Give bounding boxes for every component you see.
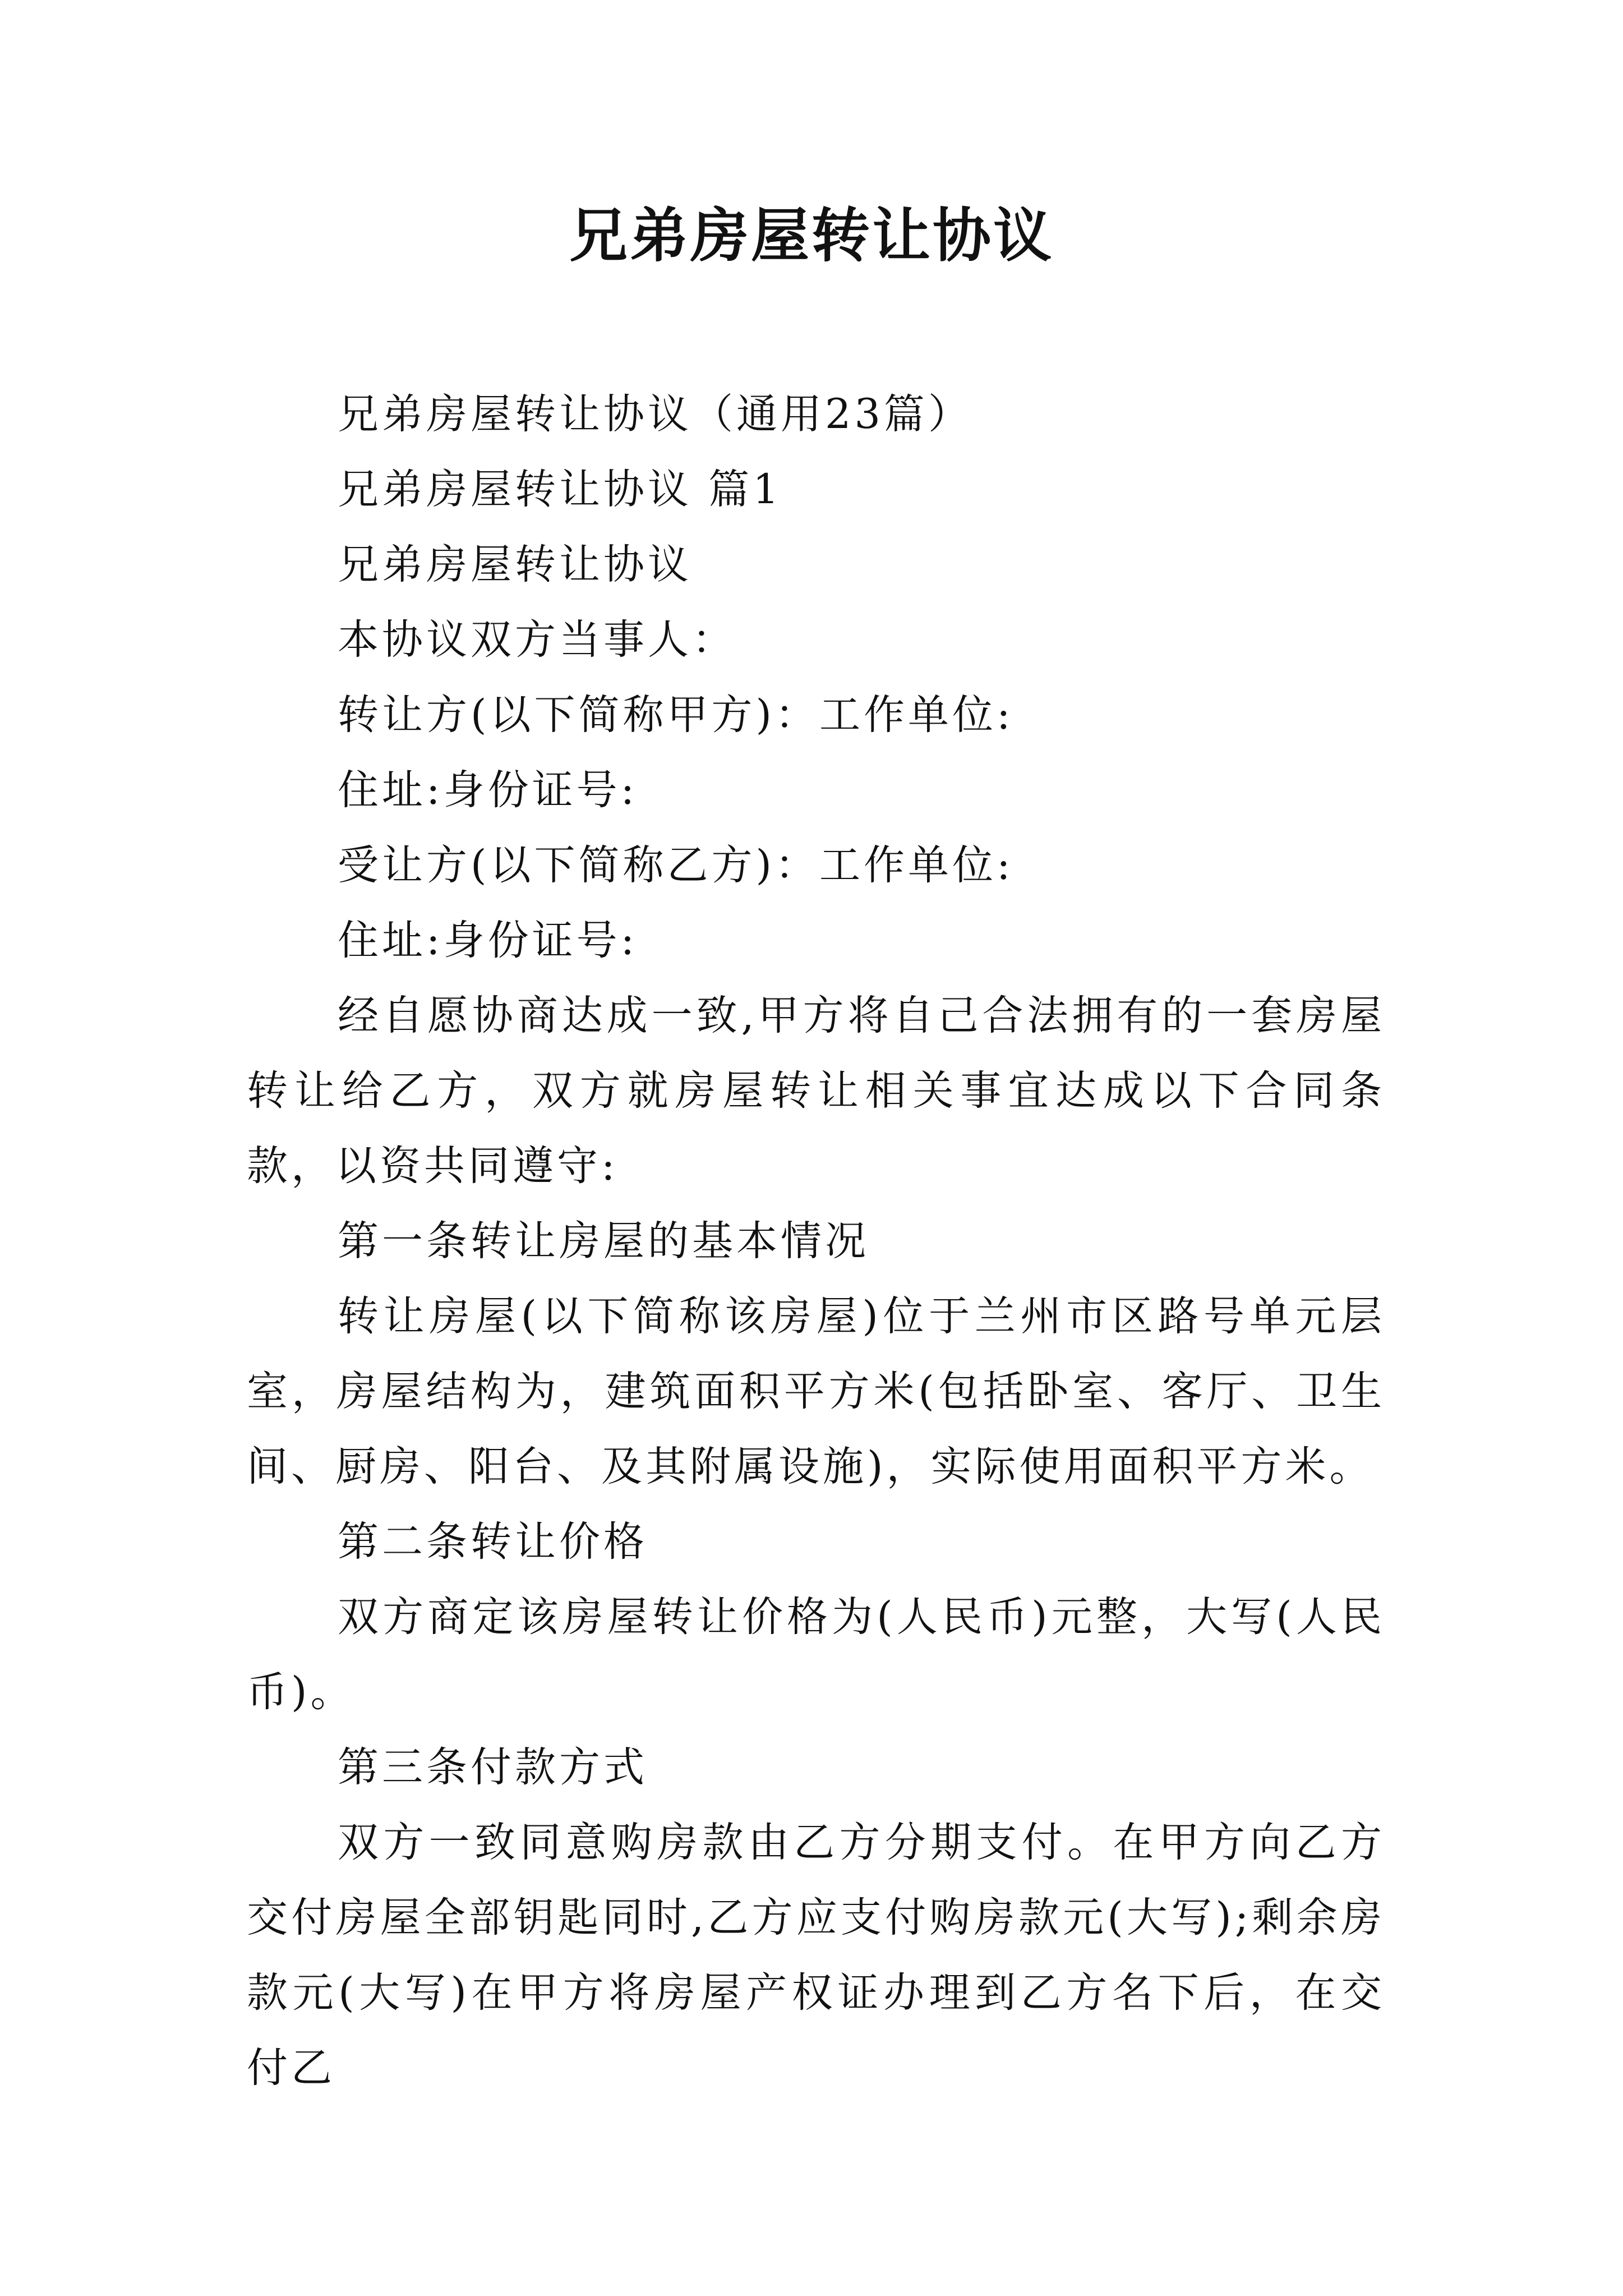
paragraph-party-a-address: 住址:身份证号:	[338, 766, 638, 814]
document-title: 兄弟房屋转让协议	[569, 201, 1054, 270]
paragraph-preamble: 经自愿协商达成一致,甲方将自己合法拥有的一套房屋转让给乙方，双方就房屋转让相关事宜达成以下合同条款，以资共同遵守:	[247, 992, 1385, 1190]
paragraph-party-b-address: 住址:身份证号:	[338, 917, 638, 964]
paragraph-article-2-heading: 第二条转让价格	[338, 1518, 648, 1566]
paragraph-article-2-body: 双方商定该房屋转让价格为(人民币)元整，大写(人民币)。	[247, 1593, 1385, 1716]
paragraph-party-a: 转让方(以下简称甲方)：工作单位:	[338, 691, 1014, 739]
paragraph-article-3-heading: 第三条付款方式	[338, 1743, 648, 1791]
paragraph-party-b: 受让方(以下简称乙方)：工作单位:	[338, 841, 1014, 889]
document-body	[247, 377, 1385, 2106]
paragraph-parties-intro: 本协议双方当事人：	[338, 616, 736, 664]
paragraph-article-1-body: 转让房屋(以下简称该房屋)位于兰州市区路号单元层室，房屋结构为，建筑面积平方米(包括卧室、客厅、卫生间、厨房、阳台、及其附属设施)，实际使用面积平方米。	[247, 1292, 1385, 1490]
paragraph-article-1-heading: 第一条转让房屋的基本情况	[338, 1217, 869, 1265]
paragraph-agreement-name: 兄弟房屋转让协议	[338, 541, 692, 588]
paragraph-section-heading: 兄弟房屋转让协议 篇1	[338, 466, 782, 513]
paragraph-article-3-body: 双方一致同意购房款由乙方分期支付。在甲方向乙方交付房屋全部钥匙同时,乙方应支付购房款元(大写);剩余房款元(大写)在甲方将房屋产权证办理到乙方名下后，在交付乙	[247, 1819, 1385, 2092]
paragraph-subtitle: 兄弟房屋转让协议（通用23篇）	[338, 390, 972, 438]
